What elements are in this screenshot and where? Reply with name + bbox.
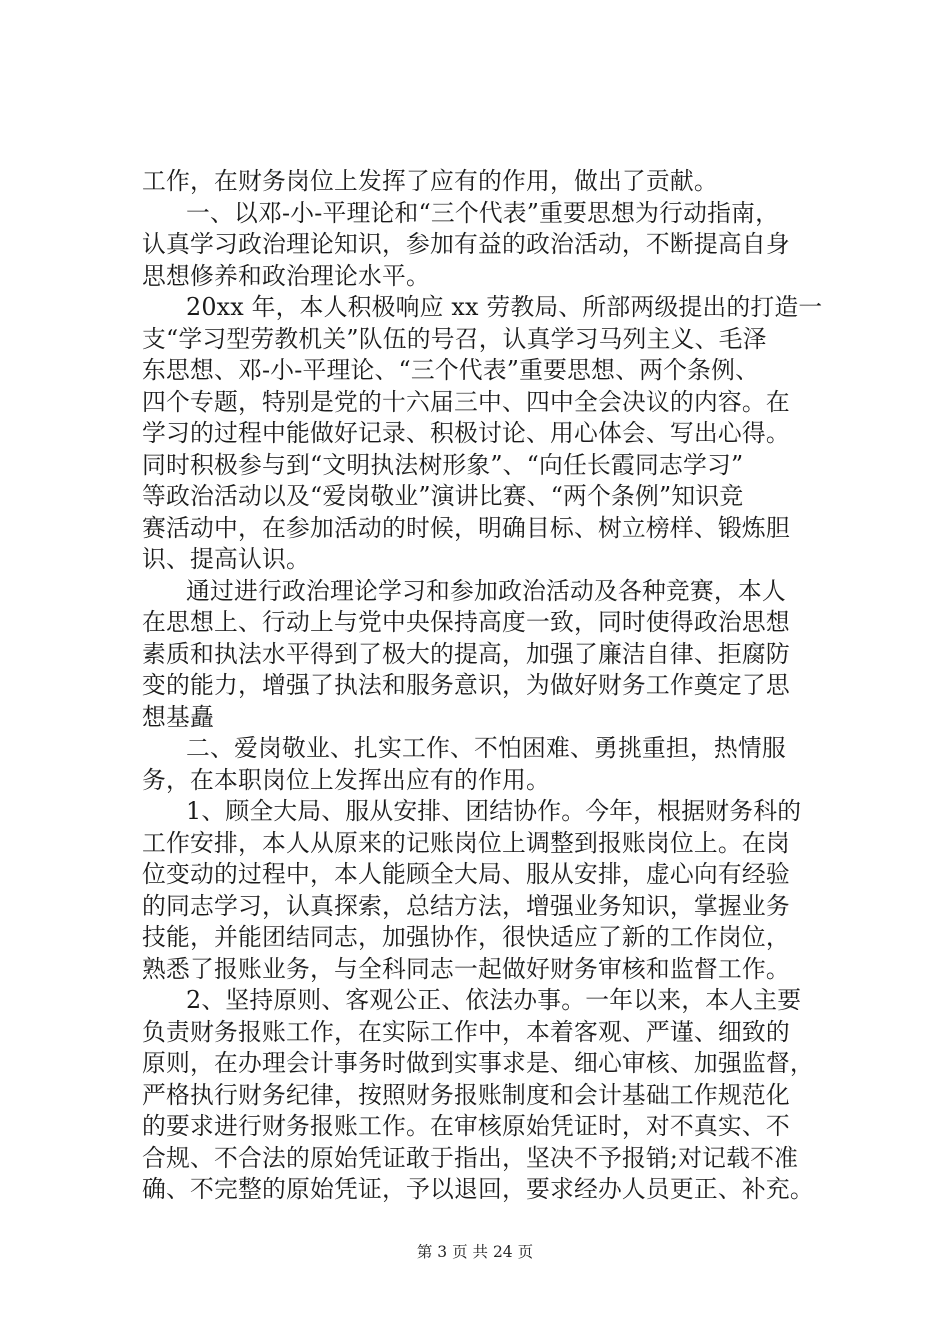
page-footer: 第 3 页 共 24 页 [416, 1243, 534, 1261]
text-line: 赛活动中，在参加活动的时候，明确目标、树立榜样、锻炼胆 [142, 513, 790, 542]
text-line: 识、提高认识。 [142, 545, 310, 573]
text-line: 合规、不合法的原始凭证敢于指出，坚决不予报销;对记载不准 [142, 1143, 799, 1172]
text-line: 确、不完整的原始凭证，予以退回，要求经办人员更正、补充。 [142, 1175, 814, 1203]
text-line: 支“学习型劳教机关”队伍的号召，认真学习马列主义、毛泽 [142, 324, 767, 353]
text-line: 通过进行政治理论学习和参加政治活动及各种竞赛，本人 [186, 576, 786, 605]
text-line: 四个专题，特别是党的十六届三中、四中全会决议的内容。在 [142, 387, 790, 416]
text-line: 变的能力，增强了执法和服务意识，为做好财务工作奠定了思 [142, 671, 790, 699]
text-line: 20xx 年，本人积极响应 xx 劳教局、所部两级提出的打造一 [186, 293, 823, 321]
text-line: 的要求进行财务报账工作。在审核原始凭证时，对不真实、不 [142, 1112, 790, 1140]
text-line: 思想修养和政治理论水平。 [142, 261, 430, 290]
text-line: 熟悉了报账业务，与全科同志一起做好财务审核和监督工作。 [142, 954, 790, 983]
text-line: 的同志学习，认真探索，总结方法，增强业务知识，掌握业务 [142, 891, 790, 920]
text-line: 工作，在财务岗位上发挥了应有的作用，做出了贡献。 [142, 167, 718, 195]
text-line: 负责财务报账工作，在实际工作中，本着客观、严谨、细致的 [142, 1017, 790, 1046]
text-line: 一、以邓-小-平理论和“三个代表”重要思想为行动指南， [186, 198, 780, 227]
text-line: 严格执行财务纪律，按照财务报账制度和会计基础工作规范化 [142, 1080, 790, 1109]
text-line: 2、坚持原则、客观公正、依法办事。一年以来，本人主要 [186, 986, 802, 1014]
document-body [142, 166, 823, 1206]
text-line: 素质和执法水平得到了极大的提高，加强了廉洁自律、拒腐防 [142, 639, 790, 668]
text-line: 同时积极参与到“文明执法树形象”、“向任长霞同志学习” [142, 450, 744, 479]
text-line: 务，在本职岗位上发挥出应有的作用。 [142, 765, 550, 794]
text-line: 想基矗 [142, 702, 214, 731]
text-line: 二、爱岗敬业、扎实工作、不怕困难、勇挑重担，热情服 [186, 734, 786, 762]
text-line: 位变动的过程中，本人能顾全大局、服从安排，虚心向有经验 [142, 860, 790, 888]
text-line: 原则，在办理会计事务时做到实事求是、细心审核、加强监督， [142, 1049, 814, 1077]
text-line: 学习的过程中能做好记录、积极讨论、用心体会、写出心得。 [142, 419, 790, 447]
text-line: 东思想、邓-小-平理论、“三个代表”重要思想、两个条例、 [142, 356, 760, 384]
text-line: 工作安排，本人从原来的记账岗位上调整到报账岗位上。在岗 [142, 828, 790, 857]
text-line: 等政治活动以及“爱岗敬业”演讲比赛、“两个条例”知识竞 [142, 482, 744, 510]
text-line: 在思想上、行动上与党中央保持高度一致，同时使得政治思想 [142, 608, 790, 636]
text-line: 技能，并能团结同志，加强协作，很快适应了新的工作岗位， [142, 923, 790, 951]
text-line: 认真学习政治理论知识，参加有益的政治活动，不断提高自身 [142, 230, 790, 258]
text-line: 1、顾全大局、服从安排、团结协作。今年，根据财务科的 [186, 797, 802, 825]
